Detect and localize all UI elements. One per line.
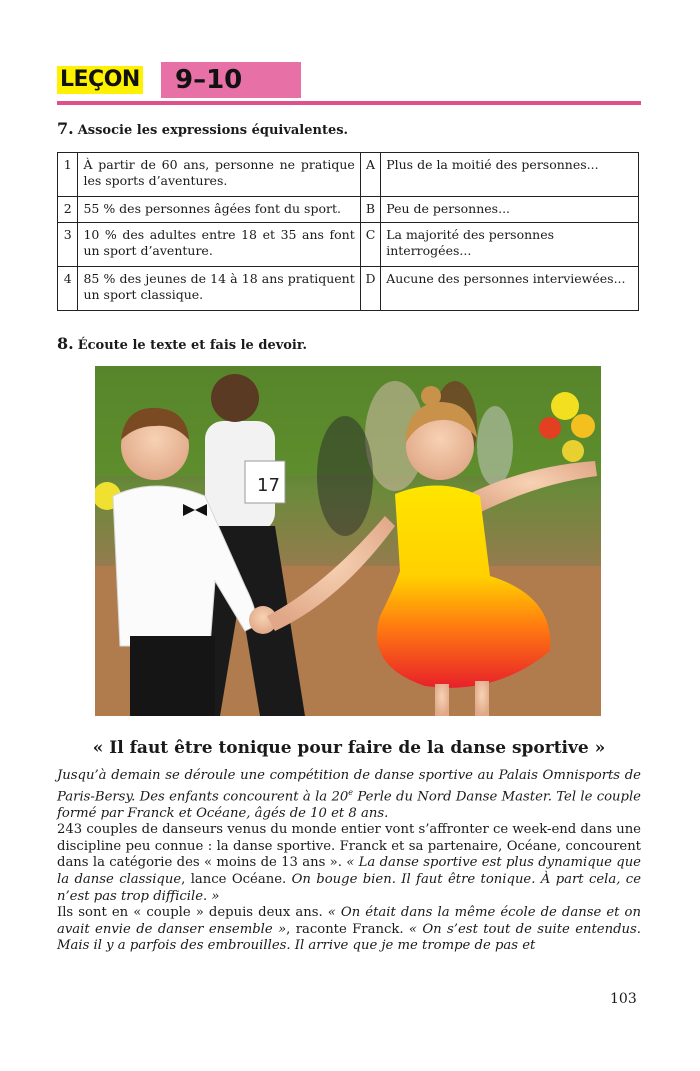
left-expression: 10 % des adultes entre 18 et 35 ans font un sport d’aventure. [78, 223, 360, 267]
table-row [58, 223, 639, 267]
right-expression: Plus de la moitié des personnes... [381, 153, 639, 197]
paragraph-text: , raconte Franck. [286, 921, 409, 937]
table-row [58, 267, 639, 311]
row-number: 2 [58, 197, 78, 223]
exercise-8-heading [57, 334, 307, 353]
left-expression: 55 % des personnes âgées font du sport. [78, 197, 360, 223]
table-row [58, 197, 639, 223]
intro-text-continued: Perle du Nord Danse Master. Tel le couple formé par Franck et Océane, âgés de 10 et 8 ans. [57, 788, 641, 821]
table-row [58, 153, 639, 197]
exercise-8-number: 8. [57, 334, 74, 353]
paragraph-text: 243 couples de danseurs venus du monde entier vont s’affronter ce week-end dans une discipline peu connue : la danse sportive. Franck et sa partenaire, Océane, concourent dans la catégorie des « moins de 13 ans ». [57, 822, 641, 871]
quote-text: « La danse sportive est plus dynamique que la danse classique [57, 855, 641, 887]
article-body [57, 768, 641, 955]
exercise-8-instruction: Écoute le texte et fais le devoir. [77, 338, 308, 353]
paragraph-text: , lance Océane. [181, 871, 292, 887]
matching-table [57, 152, 639, 311]
intro-text: Jusqu’à demain se déroule une compétition de danse sportive au Palais Omnisports de Paris-Bersy. Des enfants concourent à la 20 [57, 768, 641, 804]
article-title: « Il faut être tonique pour faire de la danse sportive » [92, 738, 606, 758]
row-letter: D [360, 267, 380, 311]
right-expression: Peu de personnes... [381, 197, 639, 223]
exercise-7-heading [57, 119, 348, 138]
paragraph-text: Ils sont en « couple » depuis deux ans. [57, 905, 328, 921]
page-number: 103 [610, 991, 637, 1007]
row-number: 1 [58, 153, 78, 197]
article-paragraph [57, 905, 641, 955]
row-number: 4 [58, 267, 78, 311]
dancer-number-label: 17 [257, 475, 280, 496]
quote-text: On bouge bien. Il faut être tonique. À part cela, ce n’est pas trop difficile. » [57, 871, 641, 904]
article-paragraph [57, 822, 641, 905]
quote-text: « On s’est tout de suite entendus. Mais il y a parfois des embrouilles. Il arrive que je me trompe de pas et [57, 921, 641, 954]
row-number: 3 [58, 223, 78, 267]
right-expression: Aucune des personnes interviewées... [381, 267, 639, 311]
lesson-header [57, 62, 641, 107]
row-letter: A [360, 153, 380, 197]
intro-superscript: e [348, 787, 353, 797]
right-expression: La majorité des personnes interrogées... [381, 223, 639, 267]
exercise-7-number: 7. [57, 119, 74, 138]
dance-photo [95, 366, 601, 716]
header-divider [57, 101, 641, 105]
left-expression: À partir de 60 ans, personne ne pratique les sports d’aventures. [78, 153, 360, 197]
dance-photo-illustration [95, 366, 601, 716]
quote-text: « On était dans la même école de danse et on avait envie de danser ensemble » [57, 905, 641, 937]
lesson-number: 9–10 [161, 62, 301, 98]
article-intro [57, 768, 641, 822]
row-letter: C [360, 223, 380, 267]
left-expression: 85 % des jeunes de 14 à 18 ans pratiquent un sport classique. [78, 267, 360, 311]
exercise-7-instruction: Associe les expressions équivalentes. [77, 123, 349, 138]
lesson-label: LEÇON [57, 66, 143, 94]
row-letter: B [360, 197, 380, 223]
